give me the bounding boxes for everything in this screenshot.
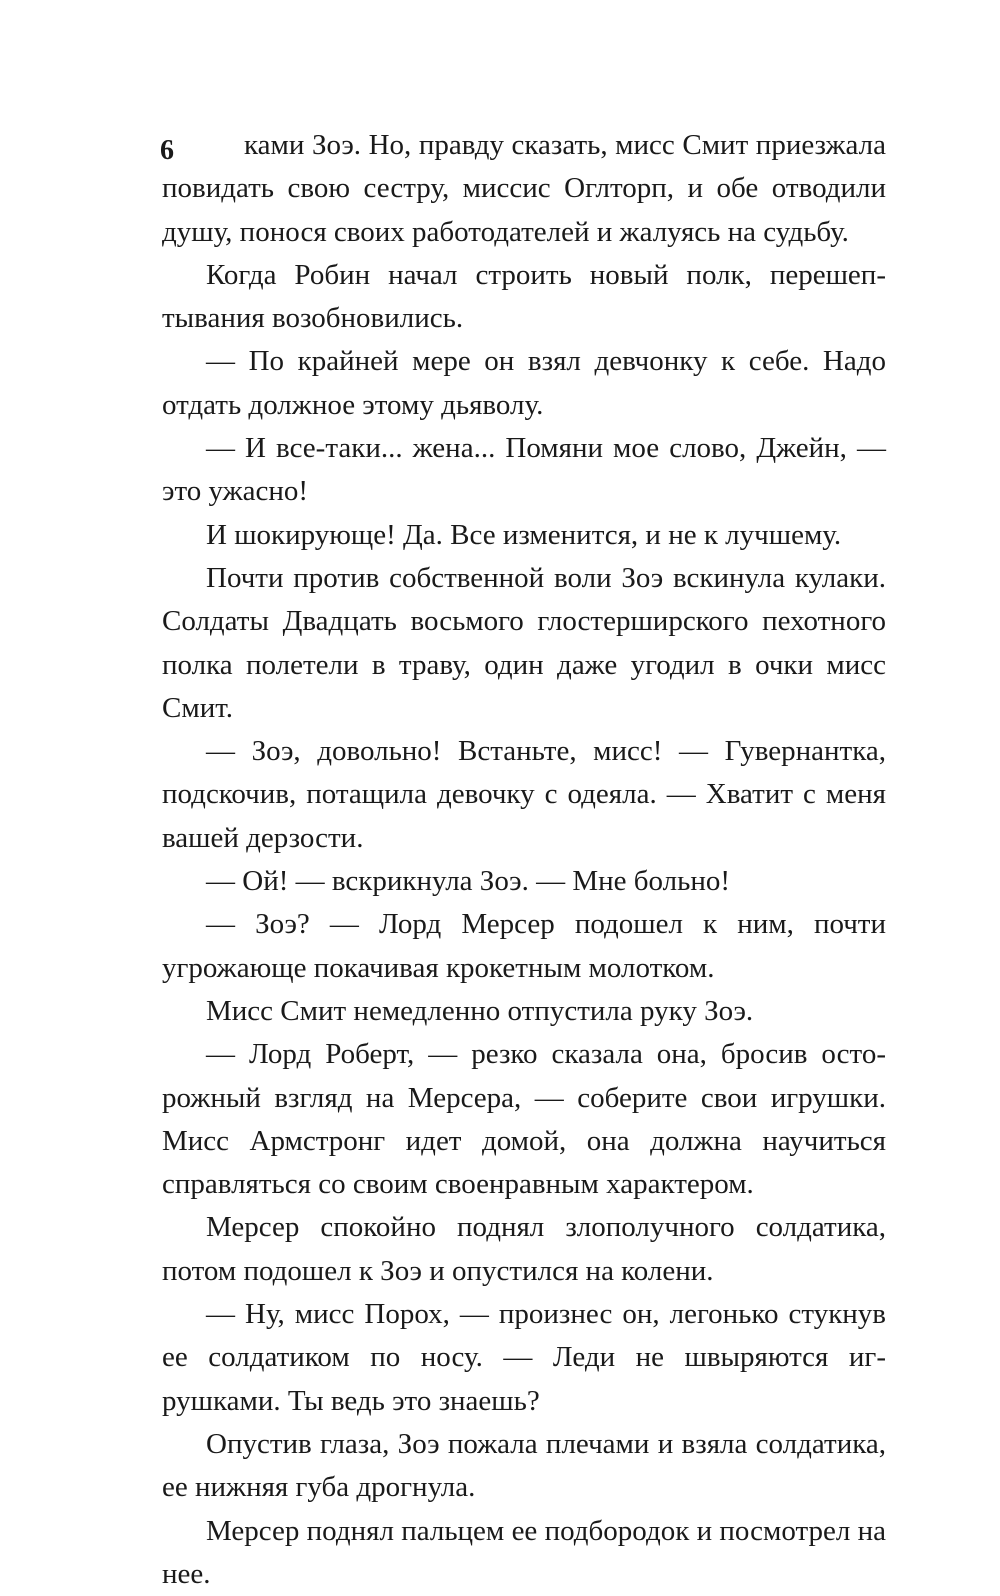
paragraph: — Ну, мисс Порох, — произнес он, легонько стукнув ее солдатиком по носу. — Леди не швыряются игрушками. Ты ведь это знаешь?: [162, 1293, 886, 1423]
paragraph: — Ой! — вскрикнула Зоэ. — Мне больно!: [162, 860, 886, 903]
paragraph: Опустив глаза, Зоэ пожала плечами и взяла солдатика, ее нижняя губа дрогнула.: [162, 1423, 886, 1510]
paragraph: — Зоэ, довольно! Встаньте, мисс! — Гувернантка, подскочив, потащила девочку с одеяла. — Хватит с меня вашей дерзости.: [162, 730, 886, 860]
paragraph: Почти против собственной воли Зоэ вскинула кулаки. Солдаты Двадцать восьмого глостерширского пехотного полка полетели в траву, один даже угодил в очки мисс Смит.: [162, 557, 886, 730]
paragraph: Мерсер спокойно поднял злополучного солдатика, потом подошел к Зоэ и опустился на колени.: [162, 1206, 886, 1293]
paragraph: — По крайней мере он взял девчонку к себе. Надо отдать должное этому дьяволу.: [162, 340, 886, 427]
paragraph: Мисс Смит немедленно отпустила руку Зоэ.: [162, 990, 886, 1033]
page-number: 6: [160, 132, 174, 170]
paragraph: Когда Робин начал строить новый полк, перешептывания возобновились.: [162, 254, 886, 341]
paragraph: — Лорд Роберт, — резко сказала она, бросив осторожный взгляд на Мерсера, — соберите свои игрушки. Мисс Армстронг идет домой, она должна научиться справляться со своим своенравным характером.: [162, 1033, 886, 1206]
paragraph: ками Зоэ. Но, правду сказать, мисс Смит приезжала повидать свою сестру, миссис Оглторп, и обе отводили душу, понося своих работодателей и жалуясь на судьбу.: [162, 124, 886, 254]
paragraph: И шокирующе! Да. Все изменится, и не к лучшему.: [162, 514, 886, 557]
paragraph: Мерсер поднял пальцем ее подбородок и посмотрел на нее.: [162, 1510, 886, 1596]
body-text: [162, 124, 886, 1596]
paragraph: — Зоэ? — Лорд Мерсер подошел к ним, почти угрожающе покачивая крокетным молотком.: [162, 903, 886, 990]
paragraph: — И все-таки... жена... Помяни мое слово, Джейн, — это ужасно!: [162, 427, 886, 514]
